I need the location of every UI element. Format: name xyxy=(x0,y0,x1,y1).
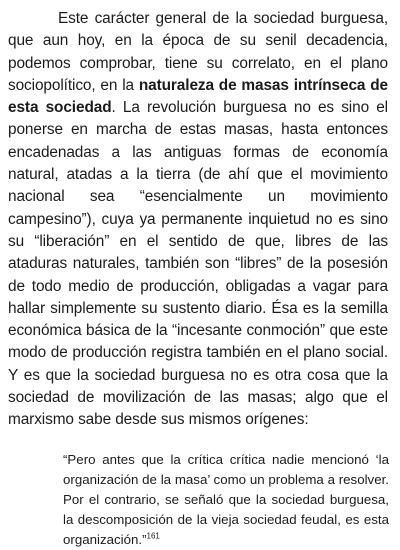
document-page xyxy=(8,8,388,550)
emphasized-phrase: naturaleza de masas intrínseca de esta sociedad xyxy=(8,76,389,117)
paragraph-text-start: Este carácter general de la sociedad burguesa, que aun hoy, en la época de su senil decadencia, podemos comprobar, tiene su correlato, en el plano sociopolítico, en la xyxy=(8,10,388,94)
body-paragraph xyxy=(8,8,388,432)
block-quote xyxy=(63,450,389,550)
quote-text: “Pero antes que la crítica crítica nadie mencionó ‘la organización de la masa’ como un problema a resolver. Por el contrario, se señaló que la sociedad burguesa, la descomposición de la vieja sociedad feudal, es esta organización.” xyxy=(63,451,389,547)
paragraph-text-end: . La revolución burguesa no es sino el ponerse en marcha de estas masas, hasta entonces encadenadas a las antiguas formas de economía natural, atadas a la tierra (de ahí que el movimiento nacional sea “esencialmente un movimiento campesino”), cuya ya permanente inquietud no es sino su “liberación” en el sentido de que, libres de las ataduras naturales, también son “libres” de la posesión de todo medio de producción, obligadas a vagar para hallar simplemente su sustento diario. Ésa es la semilla económica básica de la “incesante conmoción” que este modo de producción registra también en el plano social. Y es que la sociedad burguesa no es otra cosa que la sociedad de movilización de las masas; algo que el marxismo sabe desde sus mismos orígenes: xyxy=(8,99,389,429)
footnote-marker: 161 xyxy=(146,531,160,541)
